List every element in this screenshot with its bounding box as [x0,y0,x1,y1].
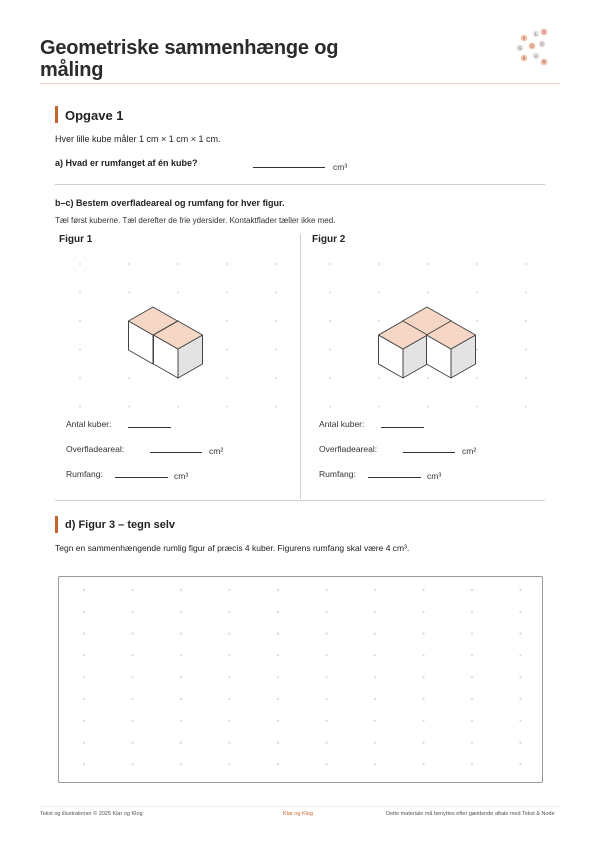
grid-dot [277,654,279,656]
grid-dot [79,263,81,265]
figure-2-cubes-label: Antal kuber: [319,419,365,429]
grid-dot [180,633,182,635]
grid-dot [128,292,130,294]
grid-dot [374,589,376,591]
task-bc-heading: b–c) Bestem overfladeareal og rumfang for hver figur. [55,198,285,208]
grid-dot [427,406,429,408]
grid-dot [131,742,133,744]
grid-dot [83,589,85,591]
grid-dot [325,763,327,765]
section-marker-icon [55,516,58,533]
grid-dot [329,320,331,322]
grid-dot [79,292,81,294]
grid-dot [374,720,376,722]
grid-dot [325,742,327,744]
grid-dot [427,292,429,294]
grid-dot [177,406,179,408]
grid-dot [180,611,182,613]
grid-dot [79,406,81,408]
footer-brand: Klar og Klog [283,811,313,817]
task-d-instruction: Tegn en sammenhængende rumlig figur af præcis 4 kuber. Figurens rumfang skal være 4 cm³. [55,543,410,553]
grid-dot [525,263,527,265]
grid-dot [476,263,478,265]
grid-dot [374,633,376,635]
grid-dot [180,698,182,700]
grid-dot [525,406,527,408]
grid-dot [180,676,182,678]
grid-dot [422,633,424,635]
figure-1-volume-label: Rumfang: [66,469,103,479]
grid-dot [476,406,478,408]
grid-dot [277,763,279,765]
footer-license: Dette materiale må benyttes efter gældende aftale med Tekst & Node [386,811,555,817]
grid-dot [325,698,327,700]
grid-dot [325,633,327,635]
grid-dot [471,742,473,744]
grid-dot [471,611,473,613]
grid-dot [422,654,424,656]
grid-dot [325,589,327,591]
svg-text:G: G [540,41,544,47]
grid-dot [131,676,133,678]
figure-2-label: Figur 2 [312,234,346,245]
svg-text:R: R [542,59,546,65]
figure-1-area-unit: cm² [209,446,224,456]
grid-dot [525,320,527,322]
grid-dot [228,633,230,635]
svg-text:K: K [522,35,526,41]
grid-dot [378,263,380,265]
grid-dot [325,654,327,656]
divider-2 [55,500,545,501]
grid-dot [374,611,376,613]
grid-dot [519,654,521,656]
grid-dot [519,763,521,765]
grid-dot [374,676,376,678]
grid-dot [471,676,473,678]
grid-dot [83,676,85,678]
grid-dot [275,263,277,265]
grid-dot [325,676,327,678]
grid-dot [378,406,380,408]
grid-dot [83,763,85,765]
grid-dot [525,349,527,351]
grid-dot [422,611,424,613]
grid-dot [519,611,521,613]
grid-dot [329,406,331,408]
grid-dot [519,698,521,700]
grid-dot [519,676,521,678]
grid-dot [228,698,230,700]
grid-dot [519,589,521,591]
grid-dot [79,349,81,351]
grid-dot [83,611,85,613]
grid-dot [226,292,228,294]
grid-dot [277,720,279,722]
grid-dot [519,720,521,722]
svg-text:K: K [522,55,526,61]
grid-dot [422,742,424,744]
grid-dot [277,589,279,591]
figure-1-area-field[interactable] [150,452,202,453]
grid-dot [228,763,230,765]
page-title: Geometriske sammenhænge og måling [40,37,339,81]
figure-divider [300,234,301,499]
figure-1-area-label: Overfladeareal: [66,444,125,454]
task1-intro: Hver lille kube måler 1 cm × 1 cm × 1 cm. [55,134,221,144]
grid-dot [325,720,327,722]
footer-divider [40,806,560,807]
grid-dot [277,742,279,744]
grid-dot [476,320,478,322]
figure-2-area-label: Overfladeareal: [319,444,378,454]
grid-dot [79,377,81,379]
grid-dot [180,763,182,765]
grid-dot [422,589,424,591]
footer-copyright: Tekst og illustrationer © 2025 Klar og Klog [40,811,143,817]
svg-text:A: A [534,53,538,59]
grid-dot [275,320,277,322]
figure-1-cubes-field[interactable] [128,427,171,428]
grid-dot [378,377,380,379]
grid-dot [374,763,376,765]
figure-1-volume-unit: cm³ [174,471,189,481]
grid-dot [374,654,376,656]
grid-dot [471,720,473,722]
figure-2-volume-unit: cm³ [427,471,442,481]
answer-a-field[interactable] [253,167,325,168]
grid-dot [275,377,277,379]
grid-dot [226,406,228,408]
brand-logo [514,28,554,70]
figure-1-dot-grid [60,252,290,412]
grid-dot [519,742,521,744]
figure-1-cubes-label: Antal kuber: [66,419,112,429]
grid-dot [525,292,527,294]
grid-dot [277,698,279,700]
grid-dot [471,633,473,635]
figure-1-label: Figur 1 [59,234,93,245]
grid-dot [131,589,133,591]
grid-dot [277,633,279,635]
grid-dot [374,698,376,700]
grid-dot [83,654,85,656]
grid-dot [226,320,228,322]
grid-dot [374,742,376,744]
grid-dot [177,292,179,294]
grid-dot [228,654,230,656]
grid-dot [329,263,331,265]
grid-dot [525,377,527,379]
grid-dot [277,676,279,678]
grid-dot [378,320,380,322]
section-marker-icon [55,106,58,123]
grid-dot [471,698,473,700]
grid-dot [83,698,85,700]
grid-dot [131,763,133,765]
grid-dot [422,763,424,765]
question-a: a) Hvad er rumfanget af én kube? [55,158,198,168]
grid-dot [476,377,478,379]
figure-1-cubes [129,307,203,378]
grid-dot [131,698,133,700]
grid-dot [471,763,473,765]
grid-dot [128,263,130,265]
grid-dot [329,377,331,379]
task-d-heading: d) Figur 3 – tegn selv [65,519,176,531]
figure-2-dot-grid [310,252,540,412]
grid-dot [180,720,182,722]
grid-dot [476,349,478,351]
grid-dot [83,720,85,722]
grid-dot [519,633,521,635]
grid-dot [228,720,230,722]
grid-dot [378,292,380,294]
grid-dot [422,676,424,678]
grid-dot [228,676,230,678]
grid-dot [226,377,228,379]
drawing-area[interactable] [58,576,543,783]
grid-dot [422,720,424,722]
grid-dot [226,263,228,265]
svg-text:O: O [530,43,534,49]
header-divider [40,83,560,84]
grid-dot [131,611,133,613]
grid-dot [131,720,133,722]
grid-dot [329,349,331,351]
grid-dot [228,742,230,744]
grid-dot [422,698,424,700]
grid-dot [275,406,277,408]
grid-dot [180,589,182,591]
grid-dot [277,611,279,613]
grid-dot [476,292,478,294]
figure-2-volume-field[interactable] [368,477,421,478]
grid-dot [83,742,85,744]
svg-text:O: O [542,29,546,35]
grid-dot [275,349,277,351]
task-bc-instruction: Tæl først kuberne. Tæl derefter de frie ydersider. Kontaktflader tæller ikke med. [55,216,336,225]
grid-dot [228,611,230,613]
figure-2-area-unit: cm² [462,446,477,456]
grid-dot [427,377,429,379]
grid-dot [180,654,182,656]
grid-dot [177,263,179,265]
divider-1 [55,184,545,185]
grid-dot [131,633,133,635]
figure-2-area-field[interactable] [403,452,455,453]
grid-dot [471,589,473,591]
grid-dot [128,377,130,379]
figure-2-cubes-field[interactable] [381,427,424,428]
grid-dot [128,406,130,408]
task1-heading: Opgave 1 [65,108,124,123]
grid-dot [226,349,228,351]
figure-2-cubes [379,307,476,378]
figure-2-volume-label: Rumfang: [319,469,356,479]
grid-dot [325,611,327,613]
grid-dot [275,292,277,294]
grid-dot [83,633,85,635]
svg-text:L: L [534,31,538,37]
answer-a-unit: cm³ [333,162,348,172]
grid-dot [471,654,473,656]
grid-dot [180,742,182,744]
grid-dot [427,263,429,265]
grid-dot [329,292,331,294]
grid-dot [228,589,230,591]
figure-1-volume-field[interactable] [115,477,168,478]
svg-text:G: G [518,45,522,51]
grid-dot [79,320,81,322]
grid-dot [131,654,133,656]
